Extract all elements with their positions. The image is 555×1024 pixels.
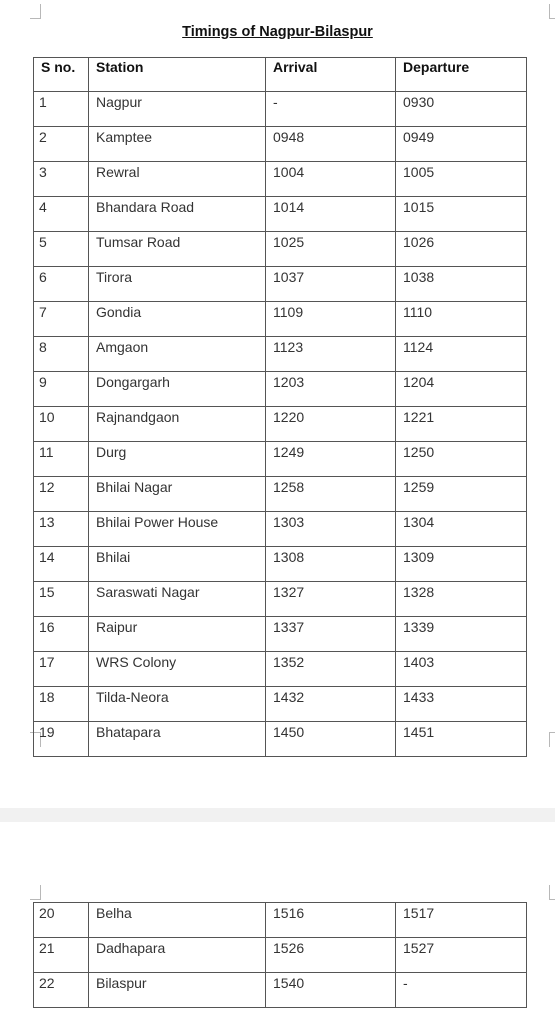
cell-station: Tirora — [89, 267, 266, 302]
cell-sno: 11 — [34, 442, 89, 477]
table-row — [34, 617, 527, 652]
table-row — [34, 337, 527, 372]
timings-table — [33, 57, 527, 757]
cell-sno: 8 — [34, 337, 89, 372]
cell-station: Bhilai Nagar — [89, 477, 266, 512]
cell-sno: 15 — [34, 582, 89, 617]
cell-sno: 6 — [34, 267, 89, 302]
table-row — [34, 512, 527, 547]
cell-station: Dongargarh — [89, 372, 266, 407]
cell-departure: 1110 — [396, 302, 527, 337]
cell-arrival: 1432 — [266, 687, 396, 722]
cell-station: Dadhapara — [89, 938, 266, 973]
cell-sno: 20 — [34, 903, 89, 938]
cell-arrival: 1303 — [266, 512, 396, 547]
cell-departure: 1038 — [396, 267, 527, 302]
table-row — [34, 92, 527, 127]
cell-arrival: 1037 — [266, 267, 396, 302]
table-row — [34, 232, 527, 267]
header-sno: S no. — [34, 58, 89, 92]
cell-sno: 17 — [34, 652, 89, 687]
table-row — [34, 197, 527, 232]
cell-station: Bhatapara — [89, 722, 266, 757]
cell-departure: 1451 — [396, 722, 527, 757]
cell-station: Belha — [89, 903, 266, 938]
cell-departure: 1527 — [396, 938, 527, 973]
table-row — [34, 687, 527, 722]
page-corner-mark — [549, 885, 555, 900]
cell-departure: 1517 — [396, 903, 527, 938]
cell-arrival: 1203 — [266, 372, 396, 407]
cell-departure: 1221 — [396, 407, 527, 442]
table-row — [34, 302, 527, 337]
cell-arrival: 1258 — [266, 477, 396, 512]
table-row — [34, 407, 527, 442]
page-corner-mark — [30, 885, 41, 900]
cell-departure: 1250 — [396, 442, 527, 477]
cell-sno: 22 — [34, 973, 89, 1008]
cell-sno: 5 — [34, 232, 89, 267]
cell-departure: 1005 — [396, 162, 527, 197]
cell-sno: 10 — [34, 407, 89, 442]
cell-arrival: 1249 — [266, 442, 396, 477]
cell-station: Bilaspur — [89, 973, 266, 1008]
cell-departure: 1433 — [396, 687, 527, 722]
cell-arrival: - — [266, 92, 396, 127]
cell-departure: - — [396, 973, 527, 1008]
table-header-row — [34, 58, 527, 92]
header-station: Station — [89, 58, 266, 92]
cell-sno: 9 — [34, 372, 89, 407]
cell-sno: 1 — [34, 92, 89, 127]
cell-sno: 2 — [34, 127, 89, 162]
cell-departure: 1403 — [396, 652, 527, 687]
cell-station: Rewral — [89, 162, 266, 197]
cell-station: Kamptee — [89, 127, 266, 162]
timings-table-continued — [33, 902, 527, 1008]
cell-station: Raipur — [89, 617, 266, 652]
page-break-gap — [0, 808, 555, 822]
page-corner-mark — [549, 732, 555, 747]
document-title: Timings of Nagpur-Bilaspur — [182, 24, 373, 40]
table-row — [34, 372, 527, 407]
cell-station: Tumsar Road — [89, 232, 266, 267]
cell-arrival: 1004 — [266, 162, 396, 197]
cell-arrival: 1450 — [266, 722, 396, 757]
cell-sno: 4 — [34, 197, 89, 232]
cell-arrival: 1220 — [266, 407, 396, 442]
cell-arrival: 1540 — [266, 973, 396, 1008]
cell-arrival: 1109 — [266, 302, 396, 337]
cell-station: WRS Colony — [89, 652, 266, 687]
table-row — [34, 547, 527, 582]
cell-departure: 1339 — [396, 617, 527, 652]
page-corner-mark — [549, 4, 555, 19]
table-row — [34, 903, 527, 938]
cell-departure: 1304 — [396, 512, 527, 547]
cell-sno: 7 — [34, 302, 89, 337]
table-row — [34, 938, 527, 973]
cell-arrival: 1025 — [266, 232, 396, 267]
cell-arrival: 1123 — [266, 337, 396, 372]
cell-arrival: 1337 — [266, 617, 396, 652]
cell-departure: 1124 — [396, 337, 527, 372]
cell-arrival: 1308 — [266, 547, 396, 582]
cell-arrival: 1526 — [266, 938, 396, 973]
cell-arrival: 1516 — [266, 903, 396, 938]
cell-station: Rajnandgaon — [89, 407, 266, 442]
cell-departure: 1309 — [396, 547, 527, 582]
cell-arrival: 1352 — [266, 652, 396, 687]
cell-departure: 1015 — [396, 197, 527, 232]
cell-station: Bhilai — [89, 547, 266, 582]
table-row — [34, 582, 527, 617]
table-row — [34, 267, 527, 302]
cell-arrival: 1327 — [266, 582, 396, 617]
table-row — [34, 162, 527, 197]
cell-station: Gondia — [89, 302, 266, 337]
cell-departure: 1026 — [396, 232, 527, 267]
table-row — [34, 127, 527, 162]
header-departure: Departure — [396, 58, 527, 92]
cell-station: Nagpur — [89, 92, 266, 127]
cell-departure: 0949 — [396, 127, 527, 162]
cell-departure: 1259 — [396, 477, 527, 512]
header-arrival: Arrival — [266, 58, 396, 92]
cell-departure: 1328 — [396, 582, 527, 617]
cell-sno: 18 — [34, 687, 89, 722]
cell-sno: 16 — [34, 617, 89, 652]
cell-sno: 21 — [34, 938, 89, 973]
cell-sno: 19 — [34, 722, 89, 757]
page-corner-mark — [30, 4, 41, 19]
cell-sno: 13 — [34, 512, 89, 547]
cell-departure: 1204 — [396, 372, 527, 407]
cell-departure: 0930 — [396, 92, 527, 127]
cell-arrival: 0948 — [266, 127, 396, 162]
table-row — [34, 973, 527, 1008]
cell-station: Durg — [89, 442, 266, 477]
table-row — [34, 652, 527, 687]
cell-station: Amgaon — [89, 337, 266, 372]
table-row — [34, 477, 527, 512]
cell-station: Bhilai Power House — [89, 512, 266, 547]
cell-station: Bhandara Road — [89, 197, 266, 232]
cell-sno: 3 — [34, 162, 89, 197]
cell-station: Tilda-Neora — [89, 687, 266, 722]
table-row — [34, 442, 527, 477]
cell-sno: 12 — [34, 477, 89, 512]
cell-station: Saraswati Nagar — [89, 582, 266, 617]
cell-arrival: 1014 — [266, 197, 396, 232]
table-row — [34, 722, 527, 757]
cell-sno: 14 — [34, 547, 89, 582]
document-page-2 — [0, 822, 555, 1024]
